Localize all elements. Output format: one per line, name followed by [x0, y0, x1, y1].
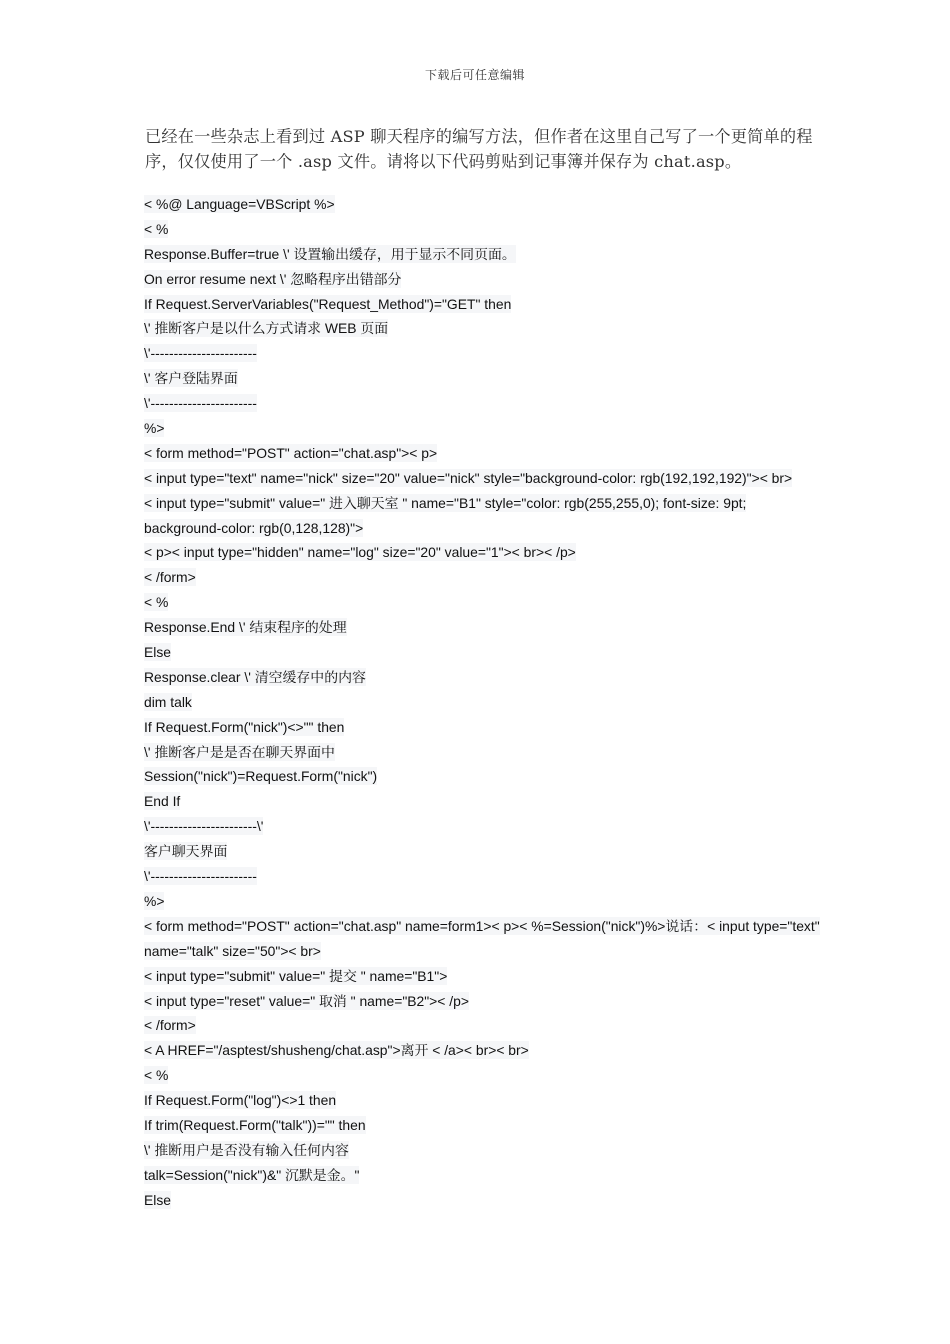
code-line-text: < input type="text" name="nick" size="20" value="nick" style="background-color: rgb(192,192,192)">< br>	[144, 469, 793, 486]
code-line-text: If Request.ServerVariables("Request_Method")="GET" then	[144, 295, 512, 312]
code-line	[144, 816, 824, 841]
code-line-text: \'-----------------------	[144, 868, 257, 885]
code-line-text: %>	[144, 420, 165, 437]
code-line	[144, 667, 824, 692]
code-line-text: %>	[144, 892, 165, 909]
code-line	[144, 219, 824, 244]
code-line-text: \' 推断客户是以什么方式请求 WEB 页面	[144, 320, 389, 337]
code-line-text: < input type="submit" value=" 提交 " name="B1">	[144, 967, 448, 984]
code-listing	[144, 194, 824, 1215]
intro-text	[145, 124, 815, 174]
code-line	[144, 791, 824, 816]
code-line-text: \' 推断用户是否没有输入任何内容	[144, 1141, 349, 1158]
code-line-text: dim talk	[144, 693, 192, 710]
code-line-text: < /form>	[144, 1017, 196, 1034]
code-line	[144, 567, 824, 592]
code-line	[144, 542, 824, 567]
code-line-text: If Request.Form("log")<>1 then	[144, 1092, 337, 1109]
code-line-text: < %	[144, 220, 169, 237]
code-line	[144, 991, 824, 1016]
code-line-text: < form method="POST" action="chat.asp">< p>	[144, 444, 438, 461]
code-line	[144, 766, 824, 791]
code-line	[144, 1040, 824, 1065]
code-line-text: If Request.Form("nick")<>"" then	[144, 718, 345, 735]
code-line-text: < A HREF="/asptest/shusheng/chat.asp">离开 < /a>< br>< br>	[144, 1042, 529, 1059]
code-line-text: Else	[144, 644, 172, 661]
code-line-text: Else	[144, 1191, 172, 1208]
code-line-text: < /form>	[144, 569, 196, 586]
code-line	[144, 916, 824, 941]
code-line	[144, 368, 824, 393]
code-line-text: < %	[144, 1067, 169, 1084]
code-line	[144, 244, 824, 269]
code-line	[144, 891, 824, 916]
code-line	[144, 294, 824, 319]
code-line-text: < p>< input type="hidden" name="log" size="20" value="1">< br>< /p>	[144, 544, 576, 561]
code-line	[144, 194, 824, 219]
code-line	[144, 592, 824, 617]
code-line	[144, 1090, 824, 1115]
code-line-text: Response.Buffer=true \' 设置输出缓存，用于显示不同页面。	[144, 245, 516, 262]
code-line	[144, 841, 824, 866]
code-line	[144, 443, 824, 468]
code-line	[144, 493, 824, 518]
code-line-text: \'-----------------------	[144, 395, 257, 412]
code-line-text: < input type="reset" value=" 取消 " name="B2">< /p>	[144, 992, 469, 1009]
code-line	[144, 418, 824, 443]
code-line	[144, 866, 824, 891]
code-line	[144, 717, 824, 742]
code-line-text: \'-----------------------\'	[144, 818, 264, 835]
code-line	[144, 343, 824, 368]
code-line	[144, 692, 824, 717]
code-line-text: < %	[144, 594, 169, 611]
code-line	[144, 393, 824, 418]
code-line-text: If trim(Request.Form("talk"))="" then	[144, 1116, 366, 1133]
code-line-text: \' 推断客户是是否在聊天界面中	[144, 743, 335, 760]
code-line	[144, 642, 824, 667]
code-line	[144, 1115, 824, 1140]
code-line-text: \' 客户登陆界面	[144, 370, 238, 387]
code-line-text: On error resume next \' 忽略程序出错部分	[144, 270, 402, 287]
code-line-text: End If	[144, 793, 181, 810]
code-line	[144, 518, 824, 543]
code-line-text: Response.clear \' 清空缓存中的内容	[144, 668, 366, 685]
code-line	[144, 1165, 824, 1190]
page-header: 下载后可任意编辑	[424, 68, 525, 82]
code-line-text: Response.End \' 结束程序的处理	[144, 619, 347, 636]
code-line	[144, 318, 824, 343]
code-line	[144, 1065, 824, 1090]
code-line	[144, 742, 824, 767]
code-line	[144, 941, 824, 966]
code-line-text: talk=Session("nick")&" 沉默是金。"	[144, 1166, 360, 1183]
code-line	[144, 468, 824, 493]
code-line	[144, 1190, 824, 1215]
code-line-text: 客户聊天界面	[144, 843, 228, 860]
intro-paragraph: 已经在一些杂志上看到过 ASP 聊天程序的编写方法，但作者在这里自己写了一个更简单的程序，仅仅使用了一个 .asp 文件。请将以下代码剪贴到记事簿并保存为 chat.asp。	[145, 127, 813, 171]
code-line	[144, 269, 824, 294]
code-line	[144, 1015, 824, 1040]
code-line-text: < input type="submit" value=" 进入聊天室 " name="B1" style="color: rgb(255,255,0); font-size: 9pt;	[144, 494, 747, 511]
code-line-text: \'-----------------------	[144, 345, 257, 362]
code-line	[144, 617, 824, 642]
code-line-text: < %@ Language=VBScript %>	[144, 196, 335, 212]
code-line-text: name="talk" size="50">< br>	[144, 942, 321, 959]
code-line-text: < form method="POST" action="chat.asp" name=form1>< p>< %=Session("nick")%>说话：< input type="text"	[144, 917, 820, 934]
code-line-text: Session("nick")=Request.Form("nick")	[144, 768, 378, 785]
code-line	[144, 1140, 824, 1165]
code-line	[144, 966, 824, 991]
code-line-text: background-color: rgb(0,128,128)">	[144, 519, 364, 536]
